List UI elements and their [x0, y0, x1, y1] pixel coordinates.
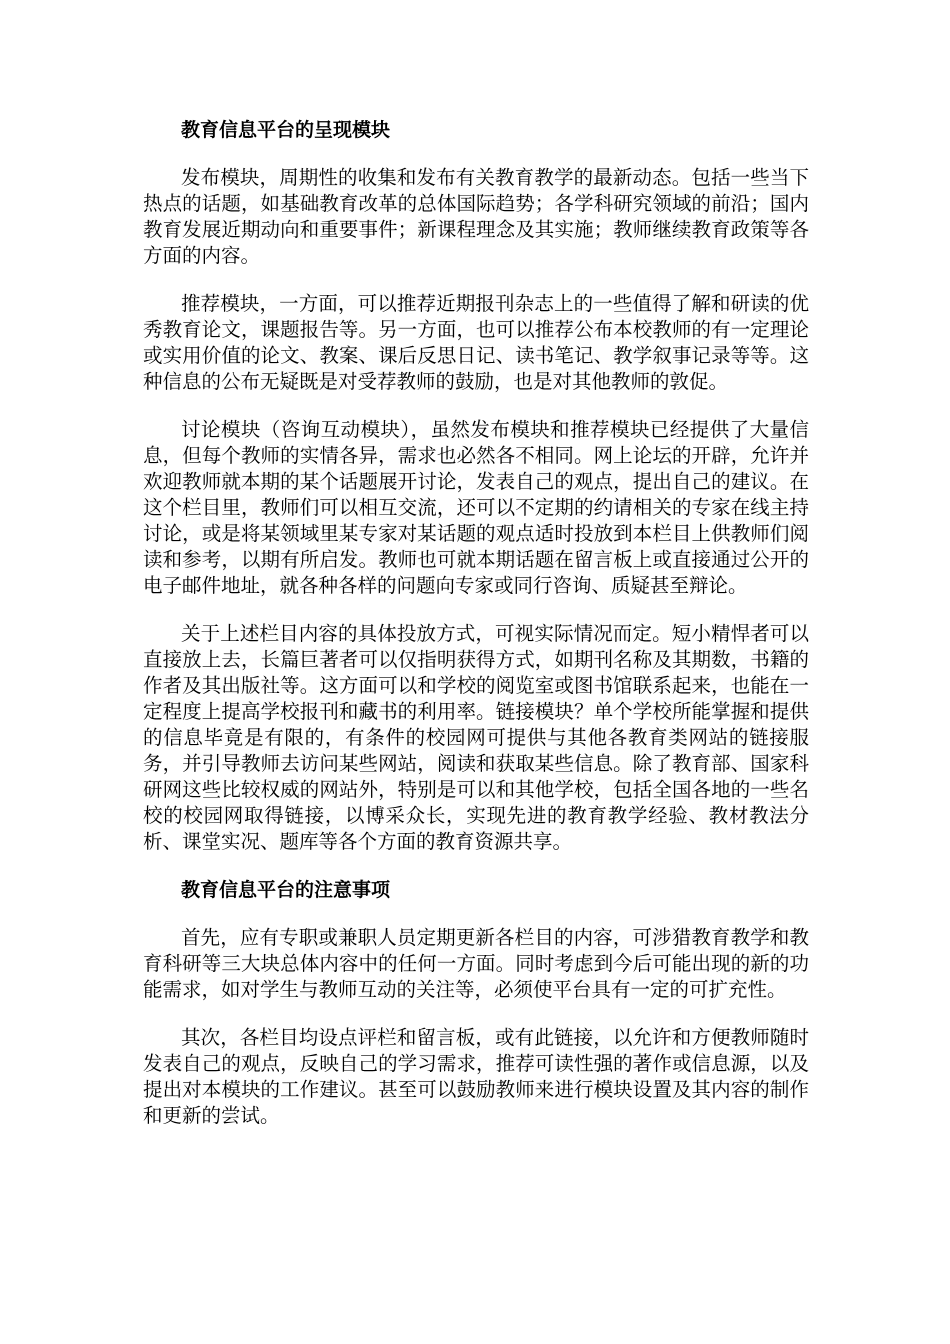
document-body	[143, 117, 809, 1151]
paragraph-delivery-and-link-module: 关于上述栏目内容的具体投放方式，可视实际情况而定。短小精悍者可以直接放上去，长篇巨著者可以仅指明获得方式，如期刊名称及其期数，书籍的作者及其出版社等。这方面可以和学校的阅览室或图书馆联系起来，也能在一定程度上提高学校报刊和藏书的利用率。链接模块？单个学校所能掌握和提供的信息毕竟是有限的，有条件的校园网可提供与其他各教育类网站的链接服务，并引导教师去访问某些网站，阅读和获取某些信息。除了教育部、国家科研网这些比较权威的网站外，特别是可以和其他学校，包括全国各地的一些名校的校园网取得链接，以博采众长，实现先进的教育教学经验、教材教法分析、课堂实况、题库等各个方面的教育资源共享。	[143, 622, 809, 853]
section-heading-precautions: 教育信息平台的注意事项	[181, 879, 391, 901]
section-heading-presentation-modules: 教育信息平台的呈现模块	[181, 119, 391, 141]
paragraph-discussion-module: 讨论模块（咨询互动模块），虽然发布模块和推荐模块已经提供了大量信息，但每个教师的实情各异，需求也必然各不相同。网上论坛的开辟，允许并欢迎教师就本期的某个话题展开讨论，发表自己的观点，提出自己的建议。在这个栏目里，教师们可以相互交流，还可以不定期的约请相关的专家在线主持讨论，或是将某领域里某专家对某话题的观点适时投放到本栏目上供教师们阅读和参考，以期有所启发。教师也可就本期话题在留言板上或直接通过公开的电子邮件地址，就各种各样的问题向专家或同行咨询、质疑甚至辩论。	[143, 418, 809, 597]
paragraph-recommend-module: 推荐模块，一方面，可以推荐近期报刊杂志上的一些值得了解和研读的优秀教育论文，课题报告等。另一方面，也可以推荐公布本校教师的有一定理论或实用价值的论文、教案、课后反思日记、读书笔记、教学叙事记录等等。这种信息的公布无疑既是对受荐教师的鼓励，也是对其他教师的敦促。	[143, 292, 809, 393]
paragraph-first-precaution: 首先，应有专职或兼职人员定期更新各栏目的内容，可涉猎教育教学和教育科研等三大块总体内容中的任何一方面。同时考虑到今后可能出现的新的功能需求，如对学生与教师互动的关注等，必须使平台具有一定的可扩充性。	[143, 926, 809, 1001]
paragraph-publish-module: 发布模块，周期性的收集和发布有关教育教学的最新动态。包括一些当下热点的话题，如基础教育改革的总体国际趋势；各学科研究领域的前沿；国内教育发展近期动向和重要事件；新课程理念及其实施；教师继续教育政策等各方面的内容。	[143, 166, 809, 267]
paragraph-second-precaution: 其次，各栏目均设点评栏和留言板，或有此链接，以允许和方便教师随时发表自己的观点，反映自己的学习需求，推荐可读性强的著作或信息源，以及提出对本模块的工作建议。甚至可以鼓励教师来进行模块设置及其内容的制作和更新的尝试。	[143, 1026, 809, 1127]
